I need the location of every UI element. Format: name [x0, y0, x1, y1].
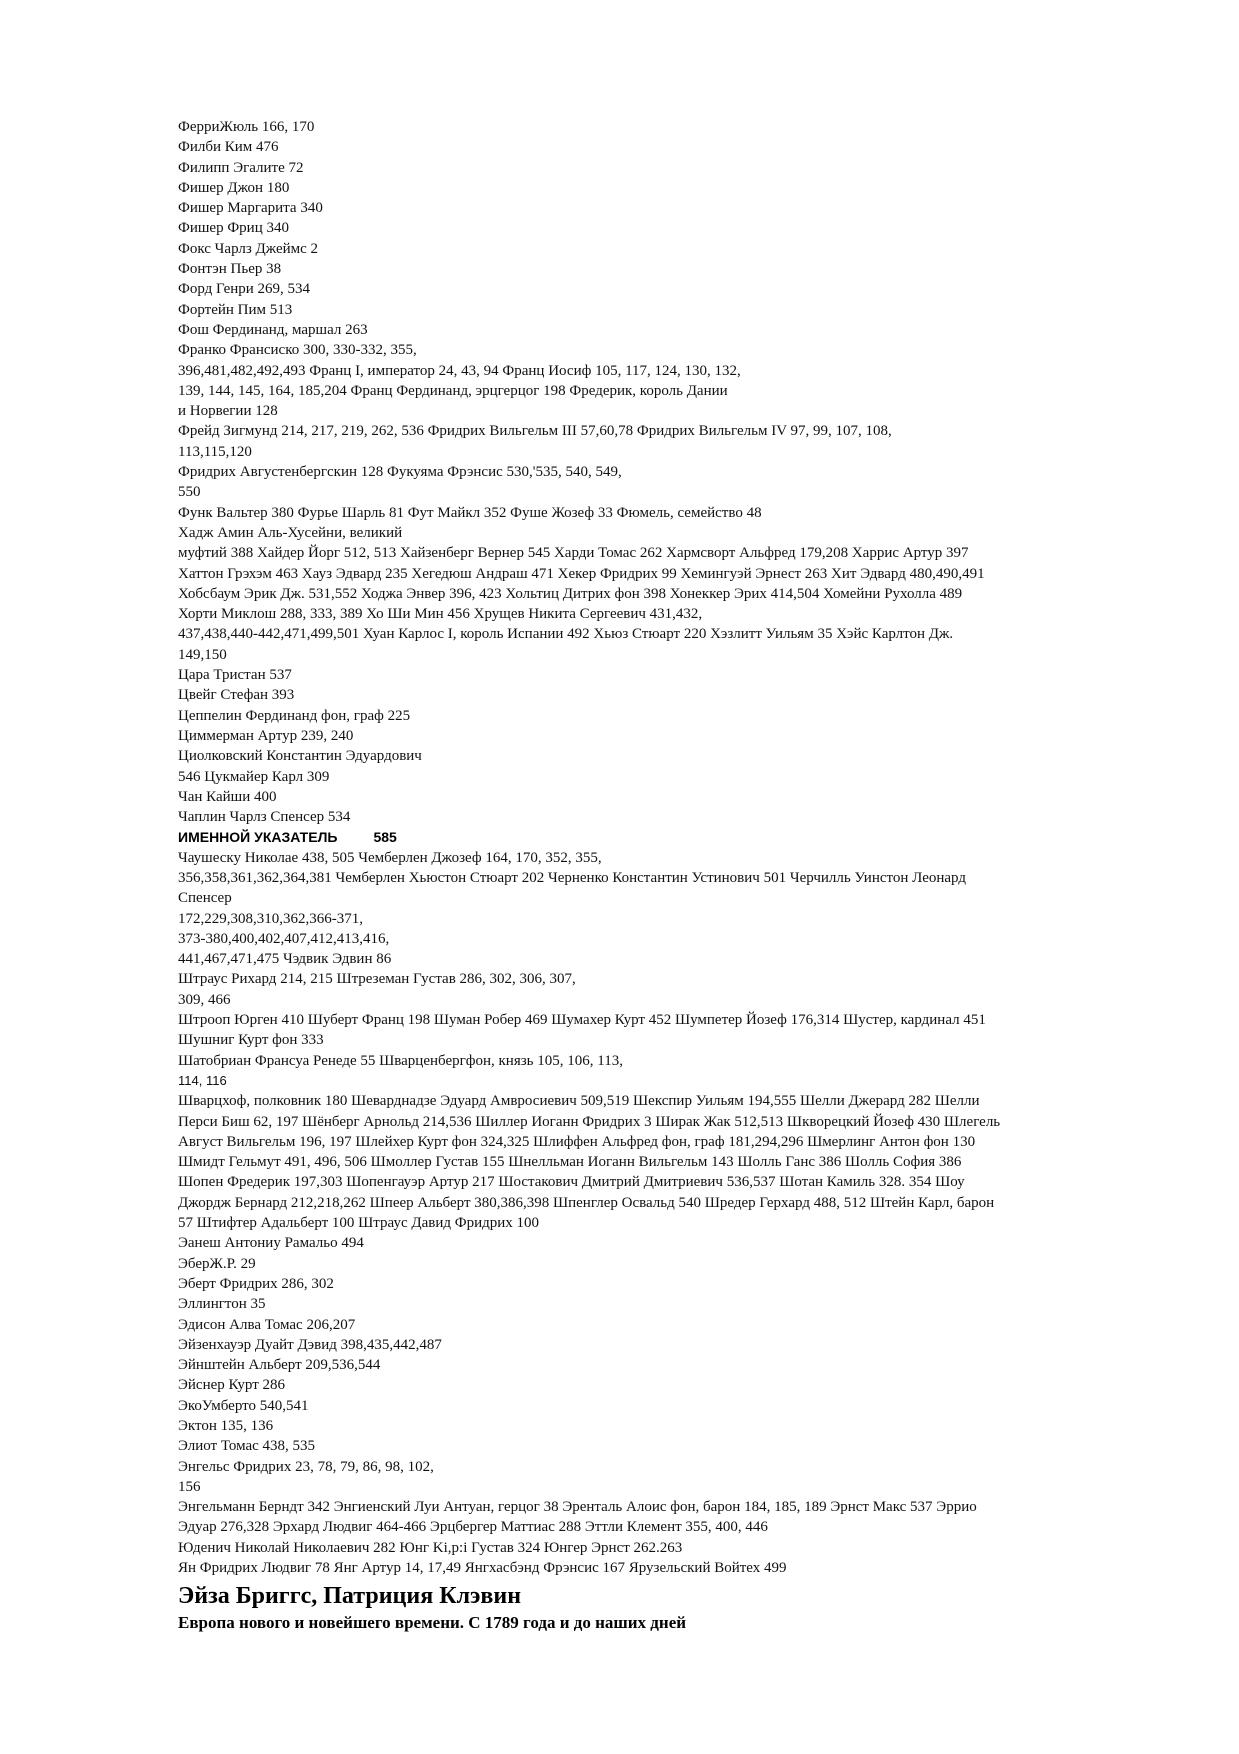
- index-line: Франко Франсиско 300, 330-332, 355,: [178, 342, 417, 359]
- index-line: Цеппелин Фердинанд фон, граф 225: [178, 707, 411, 724]
- index-line: 309, 466: [178, 991, 231, 1008]
- index-line: Функ Вальтер 380 Фурье Шарль 81 Фут Майкл 352 Фуше Жозеф 33 Фюмель, семейство 48: [178, 504, 762, 521]
- index-line: Филби Ким 476: [178, 139, 279, 156]
- index-line: Перси Биш 62, 197 Шёнберг Арнольд 214,536 Шиллер Иоганн Фридрих 3 Ширак Жак 512,513 Шкворецкий Йозеф 430 Шлегель: [178, 1113, 1001, 1130]
- index-line: Ян Фридрих Людвиг 78 Янг Артур 14, 17,49 Янгхасбэнд Фрэнсис 167 Ярузельский Войтех 499: [178, 1560, 787, 1577]
- index-line: 139, 144, 145, 164, 185,204 Франц Фердинанд, эрцгерцог 198 Фредерик, король Дании: [178, 382, 728, 399]
- index-line: Эллингтон 35: [178, 1296, 266, 1313]
- index-line: ЭберЖ.Р. 29: [178, 1255, 256, 1272]
- index-line: и Норвегии 128: [178, 403, 278, 420]
- index-line: Цвейг Стефан 393: [178, 687, 295, 704]
- index-line: Чаплин Чарлз Спенсер 534: [178, 809, 351, 826]
- index-line: Форд Генри 269, 534: [178, 281, 311, 298]
- index-line: Фокс Чарлз Джеймс 2: [178, 240, 319, 257]
- index-line: 437,438,440-442,471,499,501 Хуан Карлос I, король Испании 492 Хьюз Стюарт 220 Хэзлитт Уильям 35 Хэйс Карлтон Дж.: [178, 626, 954, 643]
- index-line: Энгельманн Берндт 342 Энгиенский Луи Антуан, герцог 38 Эренталь Алоис фон, барон 184, 185, 189 Эрнст Макс 537 Эррио: [178, 1499, 977, 1516]
- index-line: Чаушеску Николае 438, 505 Чемберлен Джозеф 164, 170, 352, 355,: [178, 849, 602, 866]
- index-line: Фишер Фриц 340: [178, 220, 289, 237]
- index-line: 57 Штифтер Адальберт 100 Штраус Давид Фридрих 100: [178, 1215, 540, 1232]
- index-line: Фрейд Зигмунд 214, 217, 219, 262, 536 Фридрих Вильгельм III 57,60,78 Фридрих Вильгельм IV 97, 99, 107, 108,: [178, 423, 892, 440]
- index-line: Энгельс Фридрих 23, 78, 79, 86, 98, 102,: [178, 1458, 434, 1475]
- index-line: 114, 116: [178, 1072, 227, 1088]
- index-line: Циолковский Константин Эдуардович: [178, 748, 422, 765]
- index-line: муфтий 388 Хайдер Йорг 512, 513 Хайзенберг Вернер 545 Харди Томас 262 Хармсворт Альфред 179,208 Харрис Артур 397: [178, 545, 969, 562]
- index-line: Эанеш Антониу Рамальо 494: [178, 1235, 364, 1252]
- index-line: Чан Кайши 400: [178, 788, 277, 805]
- index-line: Фишер Маргарита 340: [178, 200, 323, 217]
- index-line: Джордж Бернард 212,218,262 Шпеер Альберт 380,386,398 Шпенглер Освальд 540 Шредер Герхард 488, 512 Штейн Карл, барон: [178, 1194, 995, 1211]
- index-line: 441,467,471,475 Чэдвик Эдвин 86: [178, 951, 392, 968]
- index-line: Шушниг Курт фон 333: [178, 1032, 324, 1049]
- index-line: ЭкоУмберто 540,541: [178, 1397, 309, 1414]
- index-line: Штрооп Юрген 410 Шуберт Франц 198 Шуман Робер 469 Шумахер Курт 452 Шумпетер Йозеф 176,314 Шустер, кардинал 451: [178, 1012, 986, 1029]
- index-page: [178, 117, 1178, 1635]
- running-header-page-number: 585: [373, 829, 397, 846]
- index-line: Шатобриан Франсуа Ренеде 55 Шварценбергфон, князь 105, 106, 113,: [178, 1052, 623, 1069]
- index-line: Хаттон Грэхэм 463 Хауз Эдвард 235 Хегедюш Андраш 471 Хекер Фридрих 99 Хемингуэй Эрнест 263 Хит Эдвард 480,490,491: [178, 565, 985, 582]
- index-line: Фош Фердинанд, маршал 263: [178, 321, 368, 338]
- index-line: Хадж Амин Аль-Хусейни, великий: [178, 524, 403, 541]
- index-entries-after-header: [178, 848, 1178, 1071]
- index-line: 396,481,482,492,493 Франц I, император 24, 43, 94 Франц Иосиф 105, 117, 124, 130, 132,: [178, 362, 741, 379]
- index-line: Штраус Рихард 214, 215 Штреземан Густав 286, 302, 306, 307,: [178, 971, 576, 988]
- index-line: Циммерман Артур 239, 240: [178, 727, 354, 744]
- index-line: Цара Тристан 537: [178, 667, 292, 684]
- index-line: 546 Цукмайер Карл 309: [178, 768, 330, 785]
- index-line: Август Вильгельм 196, 197 Шлейхер Курт фон 324,325 Шлиффен Альфред фон, граф 181,294,296 Шмерлинг Антон фон 130: [178, 1133, 976, 1150]
- index-line: Эйснер Курт 286: [178, 1377, 286, 1394]
- index-line: Эйзенхауэр Дуайт Дэвид 398,435,442,487: [178, 1336, 442, 1353]
- index-line: Фридрих Августенбергскин 128 Фукуяма Фрэнсис 530,'535, 540, 549,: [178, 464, 622, 481]
- index-line: Эдисон Алва Томас 206,207: [178, 1316, 356, 1333]
- index-line: Шмидт Гельмут 491, 496, 506 Шмоллер Густав 155 Шнелльман Иоганн Вильгельм 143 Шолль Ганс 386 Шолль София 386: [178, 1154, 962, 1171]
- index-line: 373-380,400,402,407,412,413,416,: [178, 930, 390, 947]
- running-header-title: ИМЕННОЙ УКАЗАТЕЛЬ: [178, 829, 338, 846]
- index-line: 550: [178, 484, 201, 501]
- book-authors: Эйза Бриггс, Патриция Клэвин: [178, 1583, 522, 1610]
- index-line: 156: [178, 1478, 201, 1495]
- index-line: Шварцхоф, полковник 180 Шеварднадзе Эдуард Амвросиевич 509,519 Шекспир Уильям 194,555 Шелли Джерард 282 Шелли: [178, 1093, 980, 1110]
- index-line: Фонтэн Пьер 38: [178, 261, 282, 278]
- index-entries-before-header: [178, 117, 1178, 827]
- index-line: ФерриЖюль 166, 170: [178, 119, 315, 135]
- index-line: 113,115,120: [178, 443, 252, 460]
- book-title: Европа нового и новейшего времени. С 1789 года и до наших дней: [178, 1613, 687, 1633]
- index-line: Шопен Фредерик 197,303 Шопенгауэр Артур 217 Шостакович Дмитрий Дмитриевич 536,537 Шотан Камиль 328. 354 Шоу: [178, 1174, 965, 1191]
- index-line: Юденич Николай Николаевич 282 Юнг Ki,p:i Густав 324 Юнгер Эрнст 262.263: [178, 1539, 683, 1556]
- index-line: Фишер Джон 180: [178, 179, 290, 196]
- index-line: Элиот Томас 438, 535: [178, 1438, 316, 1455]
- index-line: Хорти Миклош 288, 333, 389 Хо Ши Мин 456 Хрущев Никита Сергеевич 431,432,: [178, 606, 703, 623]
- index-line: Филипп Эгалите 72: [178, 159, 304, 176]
- index-line: Хобсбаум Эрик Дж. 531,552 Ходжа Энвер 396, 423 Хольтиц Дитрих фон 398 Хонеккер Эрих 414,504 Хомейни Рухолла 489: [178, 585, 963, 602]
- index-line: Фортейн Пим 513: [178, 301, 293, 318]
- index-entries-continued: [178, 1091, 1178, 1578]
- index-line: 149,150: [178, 646, 227, 663]
- index-line: Эдуар 276,328 Эрхард Людвиг 464-466 Эрцбергер Маттиас 288 Эттли Клемент 355, 400, 446: [178, 1519, 768, 1536]
- index-line: Эберт Фридрих 286, 302: [178, 1275, 334, 1292]
- index-line: Эктон 135, 136: [178, 1418, 274, 1434]
- running-header: [178, 827, 1178, 847]
- index-line: Эйнштейн Альберт 209,536,544: [178, 1357, 381, 1374]
- index-line: 356,358,361,362,364,381 Чемберлен Хьюстон Стюарт 202 Черненко Константин Устинович 501 Черчилль Уинстон Леонард: [178, 869, 966, 886]
- index-line: Спенсер: [178, 890, 232, 907]
- index-line: 172,229,308,310,362,366-371,: [178, 910, 363, 927]
